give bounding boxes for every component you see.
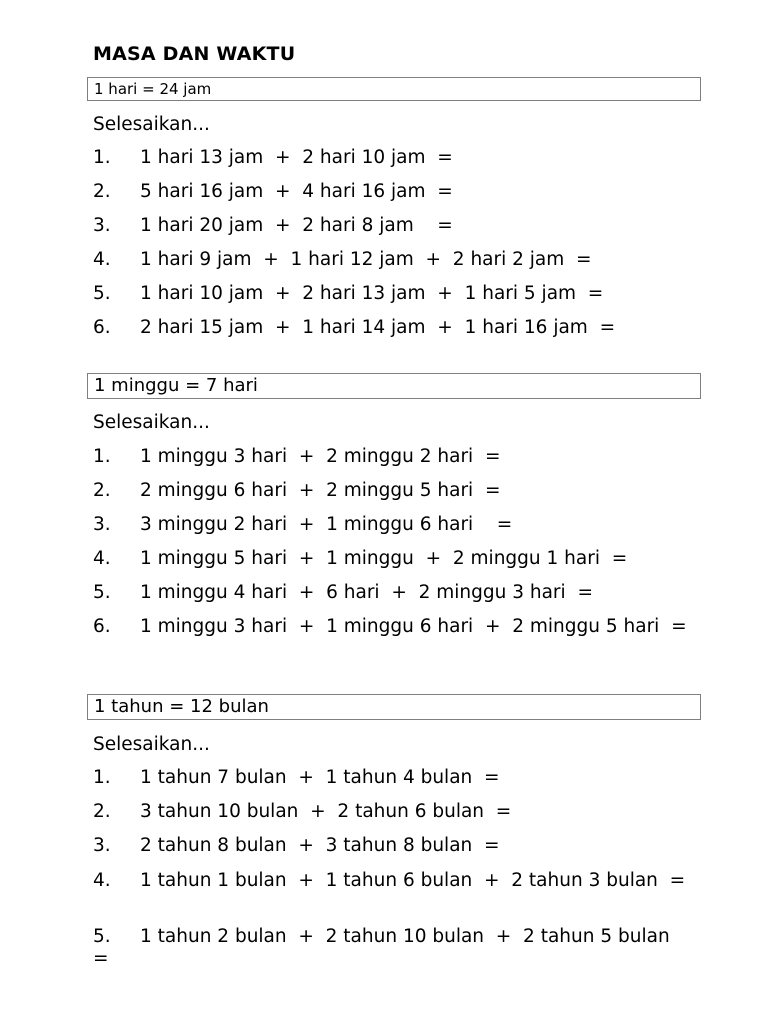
question-item bbox=[93, 514, 512, 536]
question-number: 5. bbox=[93, 283, 111, 304]
instruction-text: Selesaikan... bbox=[93, 114, 210, 135]
rule-box-hari-jam: 1 hari = 24 jam bbox=[87, 77, 701, 101]
question-number: 3. bbox=[93, 835, 111, 856]
question-text: 1 tahun 7 bulan + 1 tahun 4 bulan = bbox=[140, 767, 500, 788]
question-item bbox=[93, 767, 500, 789]
question-number: 1. bbox=[93, 446, 111, 467]
question-text: 3 tahun 10 bulan + 2 tahun 6 bulan = bbox=[140, 801, 512, 822]
question-text: 1 hari 20 jam + 2 hari 8 jam = bbox=[140, 215, 453, 236]
question-text: 1 minggu 3 hari + 1 minggu 6 hari + 2 minggu 5 hari = bbox=[140, 616, 687, 637]
question-item bbox=[93, 926, 693, 970]
question-text: 1 minggu 5 hari + 1 minggu + 2 minggu 1 hari = bbox=[140, 548, 628, 569]
question-text: 3 minggu 2 hari + 1 minggu 6 hari = bbox=[140, 514, 513, 535]
question-item bbox=[93, 446, 500, 468]
question-item bbox=[93, 181, 453, 203]
question-text: 1 hari 13 jam + 2 hari 10 jam = bbox=[140, 147, 453, 168]
question-text: 1 hari 9 jam + 1 hari 12 jam + 2 hari 2 jam = bbox=[140, 249, 592, 270]
question-number: 2. bbox=[93, 801, 111, 822]
question-number: 3. bbox=[93, 514, 111, 535]
question-number: 5. bbox=[93, 926, 111, 947]
question-item bbox=[93, 870, 693, 892]
question-item bbox=[93, 283, 603, 305]
question-item bbox=[93, 215, 453, 237]
instruction-text: Selesaikan... bbox=[93, 412, 210, 433]
question-number: 6. bbox=[93, 317, 111, 338]
question-text: 1 minggu 3 hari + 2 minggu 2 hari = bbox=[140, 446, 501, 467]
question-number: 5. bbox=[93, 582, 111, 603]
rule-box-tahun-bulan: 1 tahun = 12 bulan bbox=[87, 694, 701, 720]
question-item bbox=[93, 835, 500, 857]
question-number: 4. bbox=[93, 249, 111, 270]
rule-box-minggu-hari: 1 minggu = 7 hari bbox=[87, 373, 701, 399]
page-title: MASA DAN WAKTU bbox=[93, 43, 296, 65]
question-number: 2. bbox=[93, 181, 111, 202]
question-number: 1. bbox=[93, 767, 111, 788]
question-number: 2. bbox=[93, 480, 111, 501]
question-text: 2 minggu 6 hari + 2 minggu 5 hari = bbox=[140, 480, 501, 501]
question-item bbox=[93, 317, 615, 339]
question-text: 1 minggu 4 hari + 6 hari + 2 minggu 3 hari = bbox=[140, 582, 593, 603]
question-number: 6. bbox=[93, 616, 111, 637]
question-number: 4. bbox=[93, 870, 111, 891]
question-text: 2 hari 15 jam + 1 hari 14 jam + 1 hari 16 jam = bbox=[140, 317, 616, 338]
question-item bbox=[93, 582, 593, 604]
question-text: 5 hari 16 jam + 4 hari 16 jam = bbox=[140, 181, 453, 202]
question-item bbox=[93, 147, 453, 169]
question-text: 1 tahun 1 bulan + 1 tahun 6 bulan + 2 tahun 3 bulan = bbox=[140, 870, 686, 891]
question-item bbox=[93, 801, 511, 823]
instruction-text: Selesaikan... bbox=[93, 734, 210, 755]
question-number: 3. bbox=[93, 215, 111, 236]
question-item bbox=[93, 548, 627, 570]
question-item bbox=[93, 480, 500, 502]
question-number: 4. bbox=[93, 548, 111, 569]
question-text: 2 tahun 8 bulan + 3 tahun 8 bulan = bbox=[140, 835, 500, 856]
question-number: 1. bbox=[93, 147, 111, 168]
question-text: 1 hari 10 jam + 2 hari 13 jam + 1 hari 5 jam = bbox=[140, 283, 604, 304]
question-item bbox=[93, 249, 592, 271]
question-item bbox=[93, 616, 693, 638]
question-text: 1 tahun 2 bulan + 2 tahun 10 bulan + 2 tahun 5 bulan = bbox=[93, 926, 682, 969]
